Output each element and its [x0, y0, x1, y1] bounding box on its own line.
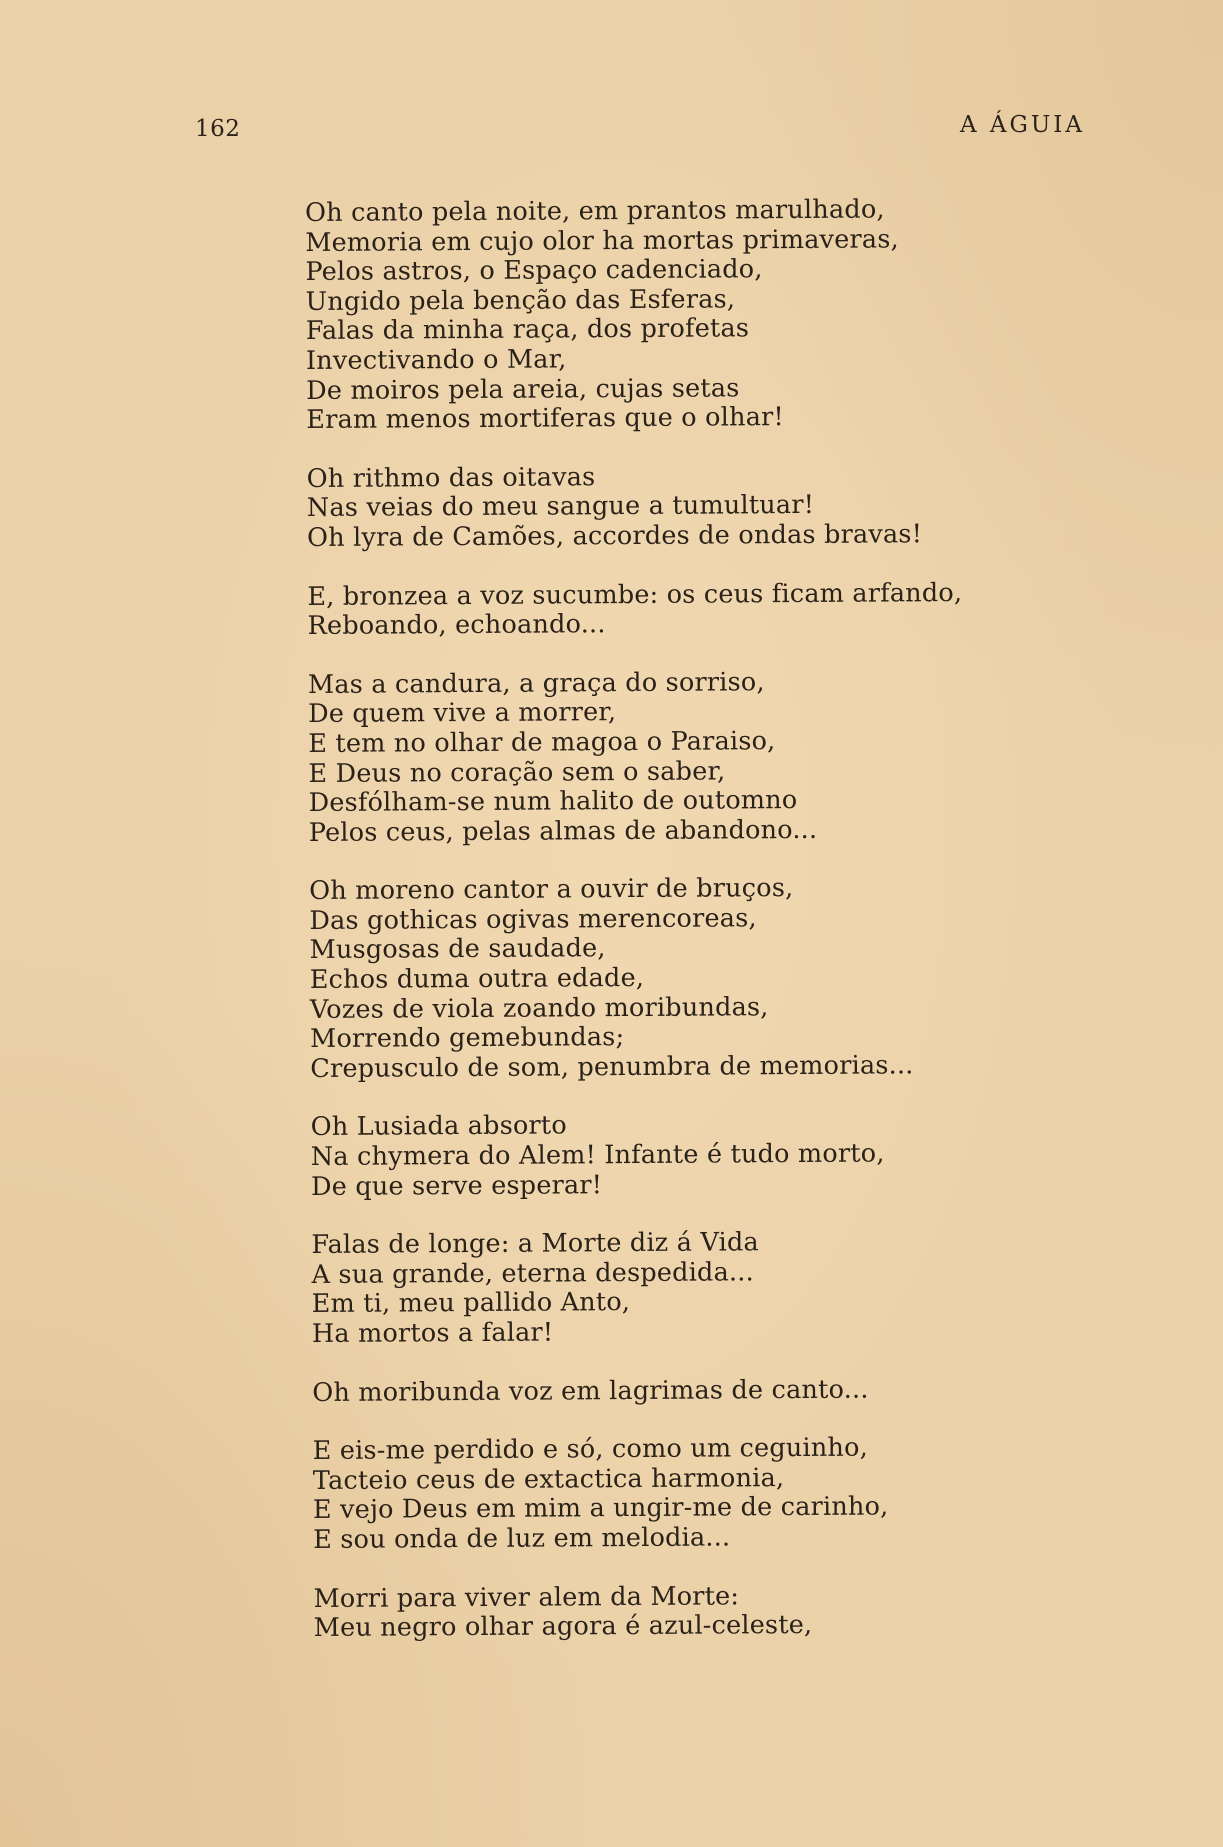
- poem-line: Falas da minha raça, dos profetas: [305, 313, 750, 347]
- poem-line: Falas de longe: a Morte diz á Vida: [311, 1227, 759, 1261]
- stanza: [307, 460, 1028, 553]
- poem-line: A sua grande, eterna despedida...: [311, 1257, 754, 1290]
- poem-line: Oh canto pela noite, em prantos marulhado,: [304, 194, 885, 228]
- poem-line: Mas a candura, a graça do sorriso,: [307, 666, 765, 700]
- poem-line: Oh rithmo das oitavas: [306, 461, 596, 494]
- stanza: [312, 1374, 1032, 1408]
- stanza: [313, 1433, 1034, 1556]
- poem-line: De quem vive a morrer,: [308, 697, 617, 730]
- poem-line: Ha mortos a falar!: [311, 1317, 554, 1349]
- poem-line: Nas veias do meu sangue a tumultuar!: [306, 490, 815, 524]
- poem-line: De que serve esperar!: [310, 1169, 603, 1202]
- poem-line: Invectivando o Mar,: [305, 344, 567, 376]
- poem-line: Na chymera do Alem! Infante é tudo morto,: [310, 1138, 885, 1173]
- poem-line: E eis-me perdido e só, como um ceguinho,: [312, 1432, 869, 1467]
- stanza: [311, 1227, 1032, 1350]
- poem-line: Desfólham-se num halito de outomno: [308, 785, 798, 819]
- poem-line: Morrendo gemebundas;: [310, 1022, 625, 1055]
- poem-line: Ungido pela benção das Esferas,: [305, 284, 736, 317]
- poem-line: Reboando, echoando...: [307, 609, 606, 642]
- poem-line: E vejo Deus em mim a ungir-me de carinho,: [312, 1491, 889, 1526]
- poem-line: Pelos ceus, pelas almas de abandono...: [308, 814, 818, 848]
- poem-line: Memoria em cujo olor ha mortas primaveras,: [305, 223, 899, 258]
- poem-line: Morri para viver alem da Morte:: [313, 1580, 740, 1614]
- stanza: [311, 1109, 1032, 1202]
- stanza: [313, 1580, 1033, 1644]
- poem-line: Oh lyra de Camões, accordes de ondas bravas!: [306, 519, 923, 553]
- stanza: [307, 578, 1027, 642]
- poem-line: E tem no olhar de magoa o Paraiso,: [308, 726, 776, 759]
- poem-line: Musgosas de saudade,: [309, 933, 606, 966]
- running-title: A ÁGUIA: [960, 112, 1085, 138]
- poem-line: E, bronzea a voz sucumbe: os ceus ficam arfando,: [307, 577, 963, 612]
- stanza: [309, 873, 1030, 1085]
- poem-line: Pelos astros, o Espaço cadenciado,: [305, 254, 763, 288]
- poem-line: Das gothicas ogivas merencoreas,: [309, 903, 757, 936]
- stanza: [305, 195, 1026, 436]
- poem-line: Tacteio ceus de extactica harmonia,: [312, 1462, 785, 1496]
- poem-line: Echos duma outra edade,: [309, 963, 645, 996]
- stanza: [308, 666, 1029, 848]
- poem-line: De moiros pela areia, cujas setas: [306, 372, 740, 406]
- poem-line: E Deus no coração sem o saber,: [308, 755, 726, 789]
- poem-line: Oh moreno cantor a ouvir de bruços,: [309, 873, 794, 907]
- poem-line: Vozes de viola zoando moribundas,: [309, 991, 769, 1025]
- poem-line: Meu negro olhar agora é azul-celeste,: [313, 1610, 813, 1644]
- poem-line: Em ti, meu pallido Anto,: [311, 1287, 631, 1320]
- poem-line: Oh Lusiada absorto: [310, 1110, 567, 1143]
- page-number: 162: [195, 116, 241, 142]
- poem: [305, 195, 1034, 1673]
- poem-line: Crepusculo de som, penumbra de memorias...: [310, 1050, 914, 1084]
- poem-line: E sou onda de luz em melodia...: [313, 1522, 731, 1555]
- poem-line: Oh moribunda voz em lagrimas de canto...: [312, 1374, 869, 1408]
- poem-line: Eram menos mortiferas que o olhar!: [306, 402, 784, 436]
